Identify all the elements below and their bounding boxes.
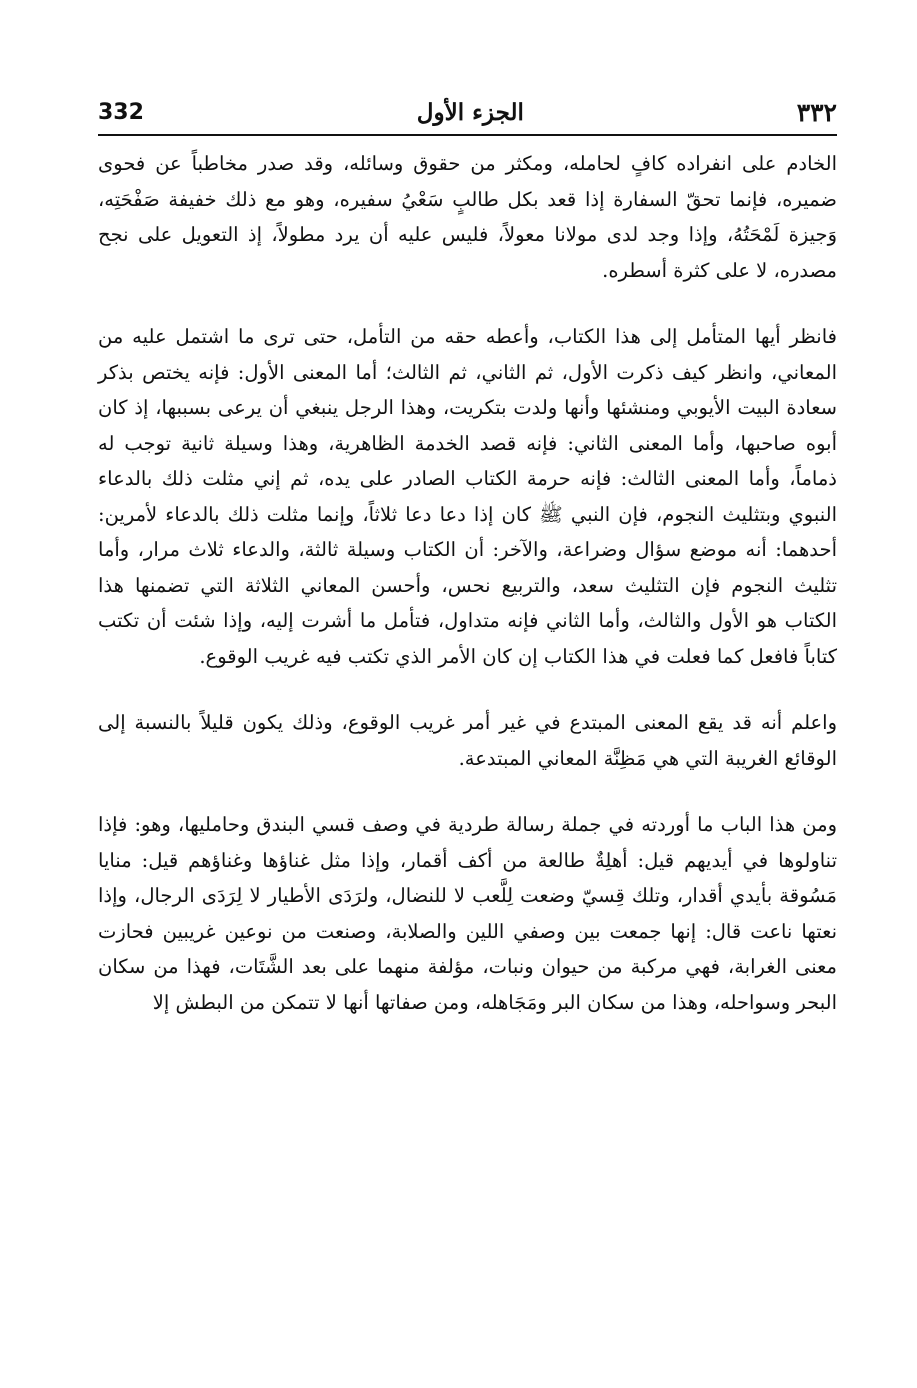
page-title: الجزء الأول [416, 98, 524, 126]
paragraph-4: ومن هذا الباب ما أوردته في جملة رسالة طردية في وصف قسي البندق وحامليها، وهو: فإذا تناولوها في أيديهم قيل: أهلِةٌ طالعة من أكف أقمار، وإذا مثل غناؤها وغناؤهم قيل: منايا مَسُوقة بأيدي أقدار، وتلك قِسيّ وضعت لِلَّعب لا للنضال، ولرَدَى الأطيار لا لِرَدَى الرجال، وإذا نعتها ناعت قال: إنها جمعت بين وصفي اللين والصلابة، وصنعت من نوعين غريبين فحازت معنى الغرابة، فهي مركبة من حيوان ونبات، مؤلفة منهما على بعد الشَّتَات، فهذا من سكان البحر وسواحله، وهذا من سكان البر ومَجَاهله، ومن صفاتها أنها لا تتمكن من البطش إلا [98, 813, 837, 1014]
page-number-latin: 332 [98, 99, 144, 125]
header-rule [98, 134, 837, 136]
page-body [98, 146, 837, 1020]
paragraph-1: الخادم على انفراده كافٍ لحامله، ومكثر من حقوق وسائله، وقد صدر مخاطباً عن فحوى ضميره، فإنما تحقّ السفارة إذا قعد بكل طالبٍ سَعْيُ سفيره، وهو مع ذلك خفيفة صَفْحَتِه، وَجيزة لَمْحَتُهُ، وإذا وجد لدى مولانا معولاً، فليس عليه أن يرد مطولاً، إذ التعويل على نجح مصدره، لا على كثرة أسطره. [98, 152, 837, 282]
paragraph-2: فانظر أيها المتأمل إلى هذا الكتاب، وأعطه حقه من التأمل، حتى ترى ما اشتمل عليه من المعاني، وانظر كيف ذكرت الأول، ثم الثاني، ثم الثالث؛ أما المعنى الأول: فإنه يختص بذكر سعادة البيت الأيوبي ومنشئها وأنها ولدت بتكريت، وهذا الرجل ينبغي أن يرعى بسببها، إذ كان أبوه صاحبها، وأما المعنى الثاني: فإنه قصد الخدمة الظاهرية، وهذا وسيلة ثانية توجب له ذماماً، وأما المعنى الثالث: فإنه حرمة الكتاب الصادر على يده، ثم إني مثلت ذلك بالدعاء النبوي وبتثليث النجوم، فإن النبي ﷺ كان إذا دعا دعا ثلاثاً، وإنما مثلت ذلك بالدعاء لأمرين: أحدهما: أنه موضع سؤال وضراعة، والآخر: أن الكتاب وسيلة ثالثة، والدعاء ثلاث مرار، وأما تثليث النجوم فإن التثليث سعد، والتربيع نحس، وأحسن المعاني الثلاثة التي تضمنها هذا الكتاب هو الأول والثالث، وأما الثاني فإنه متداول، فتأمل ما أشرت إليه، وإذا شئت أن تكتب كتاباً فافعل كما فعلت في هذا الكتاب إن كان الأمر الذي تكتب فيه غريب الوقوع. [98, 325, 837, 668]
page-number-arabic: ٣٣٢ [796, 97, 837, 127]
paragraph-3: واعلم أنه قد يقع المعنى المبتدع في غير أمر غريب الوقوع، وذلك يكون قليلاً بالنسبة إلى الوقائع الغريبة التي هي مَظِنَّة المعاني المبتدعة. [98, 711, 837, 770]
running-header [98, 92, 837, 132]
